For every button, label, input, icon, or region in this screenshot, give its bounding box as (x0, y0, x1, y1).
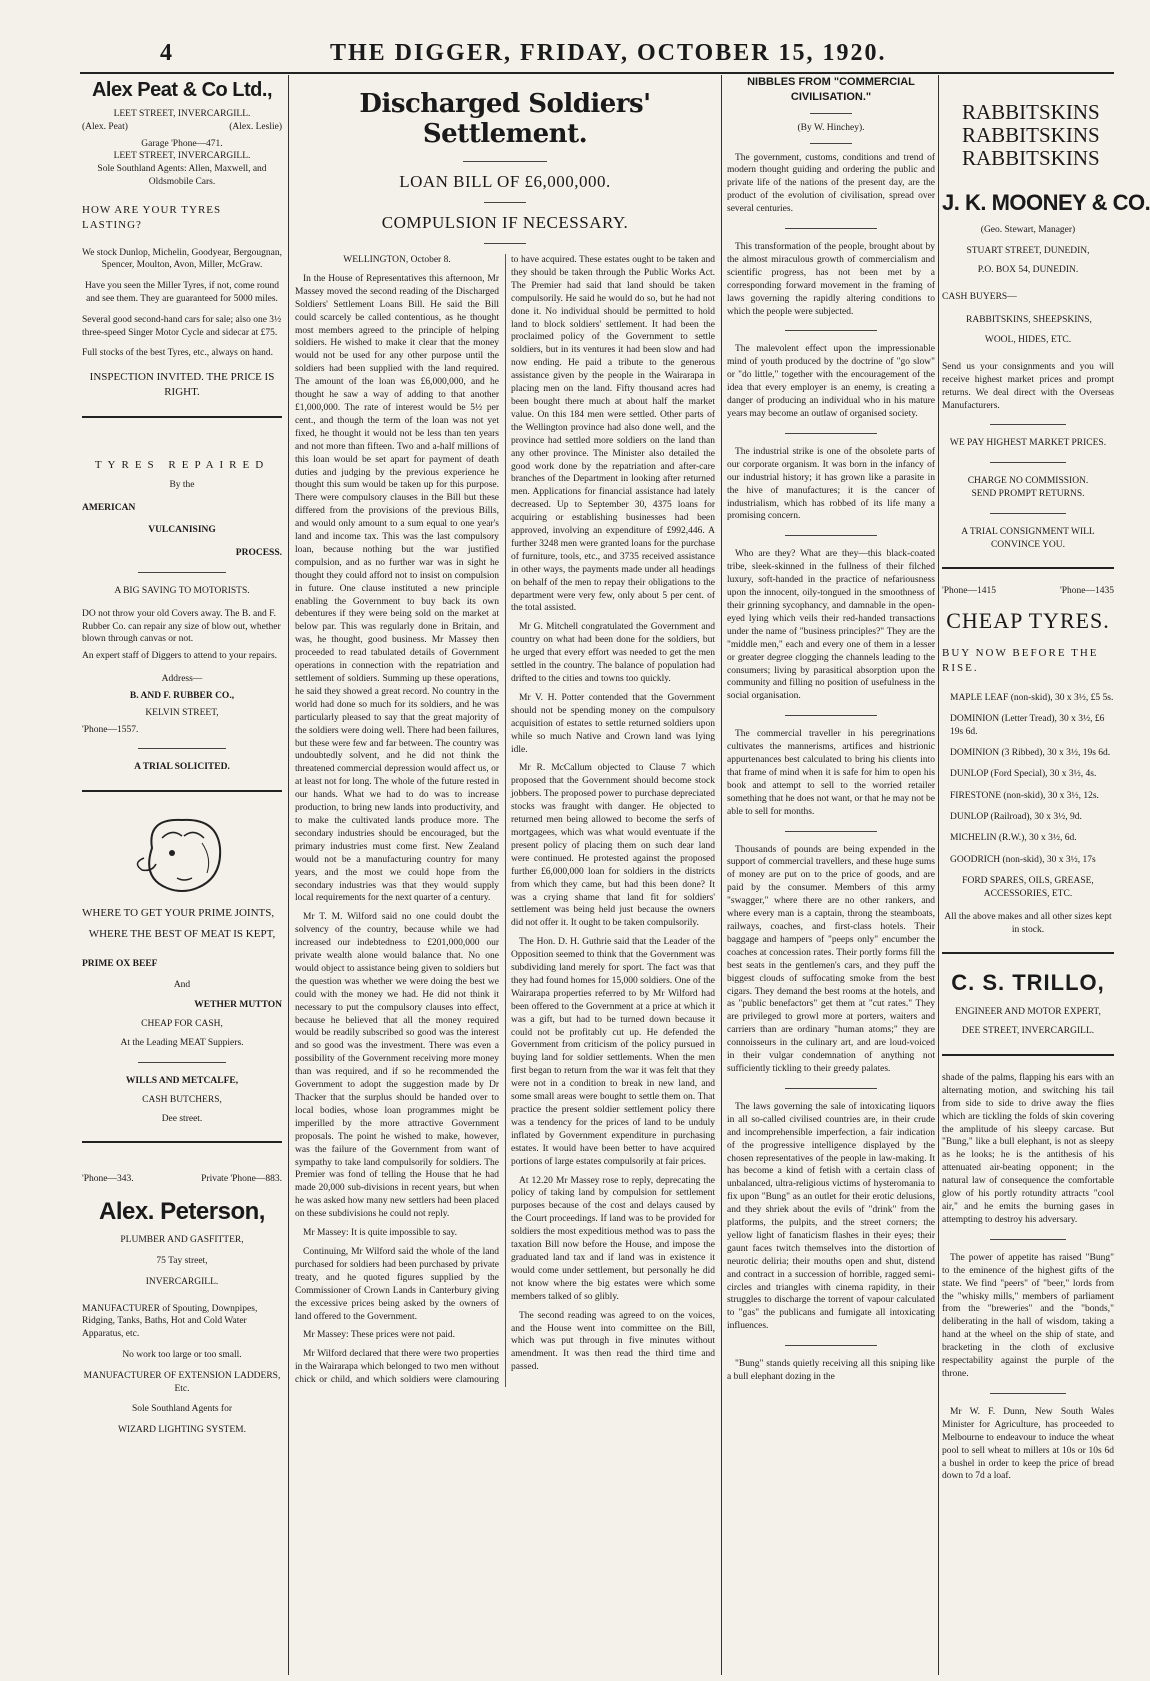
article-paragraph: Who are they? What are they—this black-coated tribe, sleek-skinned in the fullness of their filched luxury, soft-handed in the practice of nefariousness upon the innocent, oily-tongued in the smoothness of their grinning sycophancy, and damnable in the open-eyed lying which veils their red-handed transactions under the name of "business principles?" They are the "middle men," each and every one of them in a lesser or greater degree clogging the channels leading to the consumers; living by parasitical absorption upon the community and filling no position of usefulness in the social organisation. (727, 549, 935, 702)
divider (990, 1393, 1066, 1394)
ad-text: WIZARD LIGHTING SYSTEM. (118, 1425, 246, 1436)
article-paragraph: In the House of Representatives this afternoon, Mr Massey moved the second reading of the Discharged Soldiers' Settlement Loans Bill. He said the Bill could scarcely be called contentious, as he thought most members agreed to the principle of helping soldiers. He wished to make it clear that the money would not be used for any other purpose until the soldiers had been supplied with the land required. The amount of the loan was £6,000,000, and he thought he saw a way of adding to that another £1,000,000. The rate of interest would be 5½ per cent., and though the term of the loan was not yet fixed, he thought it would not be less than ten years and not more than fifteen. Two and a-half millions of this loan would be set apart for payment of death duties and judging by the previous experience he thought this sum would be taken up for this purpose. There were compulsory clauses in the Bill but these differed from the provisions of the previous Bills, and would only amount to a sum equal to one year's land and income tax. This was the last compulsory loan, because nothing but the war justified compulsion, and as no further war was in sight he thought they could afford not to insist on compulsion in future. One clause instituted a new principle enabling the Government to buy back its own debentures if they were being sold on the market at below par. This was regularly done in Britain, and was, he thought, good business. Mr Massey then proceeded to read tabulated details of Government operations in connection with the repatriation and settlement of soldiers. Summing up these operations, he said they showed a great record. No country in the world had done so much for its soldiers, and he was particularly pleased to say that the great majority of the soldiers were doing well. There had been failures, but these were few and far between. The country was undoubtedly solvent, and he did not think the threatened commercial depression would affect us, or at least not for long. The whole of the future rested in our hands. What we had to do was to increase production, to bring new lands into productivity, and to make the cultivated lands produce more. The secondary industries should be encouraged, but the primary industries must come first. New Zealand would not be a manufacturing country for many years, and the most we could hope from the secondary industries was that they would supply local requirements for the next quarter of a century. (295, 273, 499, 904)
ad-address: LEET STREET, INVERCARGILL. (113, 109, 251, 119)
ad-phones (82, 1173, 282, 1186)
ad-text: CASH BUTCHERS, (142, 1094, 222, 1105)
tyre-price-item: DUNLOP (Railroad), 30 x 3½, 9d. (950, 812, 1082, 823)
page-number: 4 (160, 40, 172, 66)
ad-text: WETHER MUTTON (194, 1000, 282, 1011)
ad-text: MANUFACTURER of Spouting, Downpipes, Ridging, Tanks, Baths, Hot and Cold Water Apparatus, etc. (82, 1303, 258, 1340)
ad-heading: A BIG SAVING TO MOTORISTS. (114, 586, 250, 597)
ad-text: Several good second-hand cars for sale; also one 3½ three-speed Singer Motor Cycle and sidecar at £75. (82, 314, 282, 338)
divider (990, 1239, 1066, 1240)
article-paragraph: Mr Massey: These prices were not paid. (303, 1330, 456, 1341)
divider (785, 715, 877, 716)
ad-text: At the Leading MEAT Suppiers. (120, 1038, 244, 1049)
masthead-rule (80, 72, 1114, 74)
ad-text: CHEAP FOR CASH, (141, 1019, 223, 1030)
ad-address: Dee street. (161, 1113, 203, 1124)
sheep-head-illustration (122, 808, 242, 898)
ad-rabbitskins (962, 101, 1114, 170)
ad-heading: BUY NOW BEFORE THE RISE. (942, 647, 1099, 675)
divider (82, 416, 282, 418)
ad-text: Have you seen the Miller Tyres, if not, come round and see them. They are guaranteed for 5000 miles. (84, 281, 280, 304)
article-headline: NIBBLES FROM "COMMERCIAL CIVILISATION." (747, 76, 915, 103)
divider (942, 1054, 1114, 1056)
ad-company: J. K. MOONEY & CO. (942, 190, 1150, 216)
ad-phone: 'Phone—1415 (942, 586, 996, 597)
ad-title: Alex. Peterson, (99, 1198, 265, 1226)
ad-text: We stock Dunlop, Michelin, Goodyear, Bergougnan, Spencer, Moulton, Avon, Miller, McGraw. (82, 247, 282, 271)
article-paragraph: Mr T. M. Wilford said no one could doubt the solvency of the country, because while we had increased our indebtedness to £201,000,000 our private wealth alone would balance that. No one would object to assistance being given to soldiers but the question was whether we were doing the best we could with the money we had. He did not think it necessary to put the compulsory clauses into effect, because he believed that all the money required would be readily subscribed so good was the interest and so good was the investment. There was even a possibility of the Government receiving more money than was required, and if so he recommended the Government to adopt the suggestion made by Dr Thacker that the surplus should be handed over to local bodies, whose loan programmes might be imperilled by the more attractive Government proposals. The point he wished to make, however, was the failure of the Government from want of sympathy to take land compulsorily for soldiers. The Premier was fond of telling the House that he had made 20,000 sub-divisions in recent years, but when he was asked how many new settlers had been placed on these subdivisions he could not reply. (295, 912, 499, 1220)
ad-address: INVERCARGILL. (145, 1276, 219, 1287)
ad-text: AMERICAN (82, 502, 136, 513)
divider (785, 1088, 877, 1089)
ad-text: All the above makes and all other sizes kept in stock. (944, 911, 1112, 935)
ad-text: FORD SPARES, OILS, GREASE, ACCESSORIES, ETC. (962, 876, 1094, 899)
ad-text: No work too large or too small. (122, 1350, 242, 1361)
divider (785, 1345, 877, 1346)
article-body (727, 152, 935, 1385)
column-divider (721, 75, 722, 1675)
ad-text: By the (169, 479, 195, 490)
article-nibbles (727, 75, 935, 1675)
ad-phone: 'Phone—1557. (82, 724, 139, 735)
article-paragraph: Mr R. McCallum objected to Clause 7 which proposed that the Government should become stock jobbers. The proposed power to purchase depreciated stocks was fraught with danger. He objected to returned men being allowed to become the serfs of mortgagees, which was what would eventuate if the present policy of placing them on such dear land were continued. He protested against the proposed further £6,000,000 loan for soldiers in the districts from which they came, but had this been done? It was a crying shame that land fit for soldiers' settlement was being held just because the owners did not offer it. It ought to be taken compulsorily. (511, 763, 715, 929)
divider (785, 228, 877, 229)
ad-title: RABBITSKINS (962, 100, 1100, 124)
divider (785, 433, 877, 434)
ad-heading: CASH BUYERS— (942, 291, 1017, 302)
article-paragraph: Mr W. F. Dunn, New South Wales Minister for Agriculture, has proceeded to Melbourne to endeavour to induce the wheat pool to sell wheat to millers at 10s or 10s 6d a bushel in order to keep the price of bread down to 7d a loaf. (942, 1406, 1114, 1482)
ad-address: STUART STREET, DUNEDIN, (966, 246, 1090, 257)
newspaper-title: THE DIGGER, FRIDAY, OCTOBER 15, 1920. (330, 40, 887, 66)
ad-tagline: A TRIAL CONSIGNMENT WILL CONVINCE YOU. (961, 526, 1095, 550)
divider (463, 161, 547, 162)
article-paragraph: The commercial traveller in his peregrinations cultivates the mannerisms, artifices and histrionic appurtenances best calculated to bring his clients into that frame of mind when it is safe for him to open his book and attempt to sell to the worried retailer something that he does not want, or that he may not be able to sell for months. (727, 729, 935, 817)
ad-heading: HOW ARE YOUR TYRES LASTING? (82, 203, 222, 231)
article-subhead: LOAN BILL OF £6,000,000. (399, 172, 611, 191)
ad-text: Sole Southland Agents for (131, 1404, 232, 1415)
article-paragraph: The second reading was agreed to on the voices, and the House went into committee on the Bill, which was put through in five minutes without amendment. It was then read the third time and passed. (511, 1310, 715, 1373)
divider (990, 462, 1066, 463)
article-paragraph: Mr Massey: It is quite impossible to say. (303, 1228, 458, 1239)
divider (942, 952, 1114, 954)
ad-meat (82, 906, 282, 1125)
ad-tyres-repaired (82, 458, 282, 774)
divider (990, 424, 1066, 425)
ad-text: PRIME OX BEEF (82, 958, 158, 969)
tyre-price-item: GOODRICH (non-skid), 30 x 3½, 17s (950, 854, 1096, 865)
ad-title: Alex Peat & Co Ltd., (91, 79, 273, 101)
ad-heading: WHERE TO GET YOUR PRIME JOINTS, (82, 907, 275, 920)
ad-address: P.O. BOX 54, DUNEDIN. (977, 264, 1079, 275)
ad-tagline: INSPECTION INVITED. THE PRICE IS RIGHT. (89, 371, 275, 399)
tyre-price-list (950, 692, 1114, 866)
ad-person: (Alex. Leslie) (229, 121, 282, 132)
ad-phone: 'Phone—1435 (1060, 586, 1114, 597)
ad-address: KELVIN STREET, (145, 707, 219, 718)
ad-text: Send us your consignments and you will receive highest market prices and prompt returns. We deal direct with the Overseas Manufacturers. (942, 362, 1114, 411)
ad-title: TYRES REPAIRED (94, 458, 270, 471)
divider (138, 572, 226, 573)
divider (484, 243, 526, 244)
article-headline: Discharged Soldiers' Settlement. (359, 89, 651, 149)
ad-text: VULCANISING (148, 525, 216, 536)
ad-phone: Garage 'Phone—471. (141, 138, 223, 149)
ad-title: RABBITSKINS (962, 123, 1100, 148)
article-continuation: shade of the palms, flapping his ears with an alternating motion, and switching his tail from side to side to drive away the flies which are tickling the folds of skin covering the amplitude of his sleepy carcase. But "Bung," like a bull elephant, is not as sleepy as he looks; he is the antithesis of his attenuated air-beating opponent; in the natural law of consequence the comfortable glow of his portly rotundity attracts "cool air," and he emits the burning gases in attempting to destroy his adversary. (942, 1072, 1114, 1225)
article-paragraph: This transformation of the people, brought about by the almost miraculous growth of commercialism and scientific progress, has not been met by a corresponding forward movement in the framing of laws governing the rapidly altering conditions to which the people were subjected. (727, 242, 935, 317)
divider (82, 790, 282, 792)
ad-company: C. S. TRILLO, (951, 970, 1105, 996)
article-paragraph: Mr V. H. Potter contended that the Government should not be spending money on the compulsory acquisition of estates to settle returned soldiers upon while so much Native and Crown land was lying idle. (511, 692, 715, 755)
ad-text: Full stocks of the best Tyres, etc., always on hand. (82, 348, 273, 359)
article-paragraph: The government, customs, conditions and trend of modern thought guiding and ordering the public and private life of the nations of the present day, are the product of the evolution of civilisation, spread over several centuries. (727, 152, 935, 215)
tyre-price-item: DOMINION (3 Ribbed), 30 x 3½, 19s 6d. (950, 748, 1111, 758)
article-paragraph: The Hon. D. H. Guthrie said that the Leader of the Opposition seemed to think that the Government was subdividing land merely for sport. The fact was that they had found homes for 15,000 soldiers. One of the Wairarapa properties referred to by Mr Wilford had been offered to the Government at a price at which it was a gift, but had to be turned down because it could not be profitably cut up. He defended the Government from criticism of the policy pursued in buying land for soldier settlements. When the men first began to return from the war it was felt that they were not in a condition to break in new land, and some small areas were bought to settle them on. That practice the present soldier settlement policy there was a tendency for the prices of land to be unduly inflated by Government expenditure in purchasing estates. It would have been better to have acquired portions of large estates compulsorily at fair prices. (511, 937, 715, 1167)
divider (810, 113, 852, 114)
ad-tagline: A TRIAL SOLICITED. (134, 762, 230, 773)
divider (138, 1062, 226, 1063)
ad-company: B. AND F. RUBBER CO., (129, 690, 235, 701)
article-paragraph: "Bung" stands quietly receiving all this sniping like a bull elephant dozing in the (727, 1359, 935, 1383)
ad-text: And (173, 979, 191, 990)
article-paragraph: The laws governing the sale of intoxicating liquors in all so-called civilised countries are, in their crude and incomprehensible imperfection, a fair indication of the progressive intelligence displayed by the chosen representatives of the people in law-making. It has become a kind of fetish with a certain class of unbalanced, ultra-religious victims of hysteromania to fix upon "Bung" as an outlet for their erotic delusions, and they shriek about the evils of "drink" from the platforms, the pulpits, and the street corners; the yellow light of fanaticism flashes in their eyes; their gaunt faces twitch themselves into the distortion of neurotic deliria; their mouths open and shut, distend and contract in a succession of horrible, ragged semi-circles and triangles with cinema rapidity, in their struggles to discharge the torrent of vapour calculated to "gas" the publicans and fumigate all intoxicating influences. (727, 1101, 935, 1332)
ad-address: LEET STREET, INVERCARGILL. (113, 151, 251, 162)
ad-text: MANUFACTURER OF EXTENSION LADDERS, Etc. (83, 1370, 281, 1394)
article-paragraph: WELLINGTON, October 8. (343, 255, 451, 265)
article-byline: (By W. Hinchey). (797, 122, 865, 133)
divider (785, 535, 877, 536)
ad-text: ENGINEER AND MOTOR EXPERT, (955, 1007, 1101, 1018)
ad-text: PROCESS. (235, 548, 282, 559)
article-paragraph: The industrial strike is one of the obsolete parts of our corporate organism. It was born in the infancy of our industrial history; it has grown like a parasite in the hive of manufactures; it is the cancer of industrialism, which has robbed of its life many a promising concern. (727, 446, 935, 522)
article-paragraph: The malevolent effect upon the impressionable mind of youth produced by the doctrine of "go slow" or "do little," together with the encouragement of the idea that every employer is an enemy, is creating a danger of producing an individual who in his mature years may become an outlaw of organised society. (727, 344, 935, 419)
ad-text: An expert staff of Diggers to attend to your repairs. (82, 651, 278, 662)
ad-address: 75 Tay street, (156, 1255, 208, 1266)
ad-text: DO not throw your old Covers away. The B. and F. Rubber Co. can repair any size of blow out, whether blown through canvas or not. (82, 608, 281, 645)
ad-text: CHARGE NO COMMISSION. (967, 476, 1089, 487)
ad-company: WILLS AND METCALFE, (125, 1075, 239, 1086)
column-divider (288, 75, 289, 1675)
article-paragraph: Continuing, Mr Wilford said the whole of the land purchased for soldiers had been purchased by private treaty, and he quoted figures supplied by the Commissioner of Crown Lands in Canterbury giving the excessive prices being asked by the owners of land offered to the Government. (295, 1246, 499, 1322)
article-subhead: COMPULSION IF NECESSARY. (381, 213, 629, 232)
article-paragraph: The power of appetite has raised "Bung" to the eminence of the highest gifts of the state. We find "peers" of "beer," lords from the "whisky mills," members of parliament from the "breweries" and the "bonds," deliberating in the hall of wisdom, taking a hand at the wheel on the ship of state, and bracketing in the cloth of exclusive respectability against the purple of the throne. (942, 1252, 1114, 1379)
divider (810, 143, 852, 144)
ad-heading: WHERE THE BEST OF MEAT IS KEPT, (88, 928, 276, 940)
tyre-price-item: DOMINION (Letter Tread), 30 x 3½, £6 19s 6d. (950, 714, 1105, 737)
divider (785, 831, 877, 832)
divider (484, 202, 526, 203)
ad-phone: Private 'Phone—883. (201, 1174, 282, 1185)
divider (138, 748, 226, 749)
ad-title: CHEAP TYRES. (946, 608, 1110, 634)
divider (785, 330, 877, 331)
ad-agents: Sole Southland Agents: Allen, Maxwell, and Oldsmobile Cars. (97, 164, 267, 188)
divider (82, 1141, 282, 1143)
ad-text: RABBITSKINS, SHEEPSKINS, (966, 314, 1092, 325)
ad-alex-peat (82, 79, 282, 400)
article-paragraph: At 12.20 Mr Massey rose to reply, deprecating the policy of taking land by compulsion for settlement purposes because of the cost and delays caused by the Court proceedings. If land was to be provided for soldiers the most expeditious method was to pass the taxation Bill now before the House, and impose the graduated land tax and if land was in existence it would come under settlement, but personally he did not know where the big estates were which some members talked of so glibly. (511, 1175, 715, 1302)
ad-peterson (82, 1173, 282, 1437)
masthead (0, 40, 1114, 70)
ad-text: PLUMBER AND GASFITTER, (120, 1235, 244, 1246)
column-ads-right (942, 75, 1150, 1675)
tyre-price-item: FIRESTONE (non-skid), 30 x 3½, 12s. (950, 790, 1099, 801)
ad-text: WOOL, HIDES, ETC. (984, 335, 1072, 346)
ad-text: (Geo. Stewart, Manager) (980, 225, 1076, 236)
ad-phones (942, 585, 1114, 598)
ad-text: Address— (161, 674, 203, 685)
article-paragraph: Mr Wilford declared that there were two properties in the Wairarapa which belonged to two men without chick or child, and which soldiers were clamouring to have acquired. These estates ought to be taken and they should be taken through the Public Works Act. The Premier had said that land should be taken compulsorily. He said he would do so, but he had not done it. No individual should be permitted to hold land to block soldiers' settlement. It had been the proclaimed policy of the Government to settle soldiers, but in its ventures it had been slow and had now ending. He paid a tribute to the generous assistance given by the people in the Wairarapa in placing men on the land. Fifty thousand acres had been bought there much at about half the market value. On this 184 men were settled. Other parts of the Wellington province had also done well, and the province had settled more soldiers on the land than any other province. The Minister also detailed the good work done by the repatriation and after-care branches of the Department in looking after returned men. Applications for financial assistance had lately decreased. Up to September 30, 4375 loans for acquiring or establishing businesses had been approved, involving an expenditure of £992,446. A further 3248 men were granted loans for the purchase of furniture, tools, etc., and 3735 received assistance in other ways, the payments made under all headings on behalf of the men to repay their obligations to the department were very few, only about 5 per cent. of the total assisted. (295, 255, 715, 1386)
ad-person: (Alex. Peat) (82, 121, 128, 132)
column-ads-left (82, 75, 282, 1675)
ad-text: SEND PROMPT RETURNS. (971, 489, 1085, 500)
ad-people (82, 121, 282, 134)
divider (990, 513, 1066, 514)
article-soldiers-settlement (295, 75, 715, 1675)
ad-title: RABBITSKINS (962, 146, 1100, 171)
article-body (295, 254, 715, 1387)
ad-tagline: WE PAY HIGHEST MARKET PRICES. (949, 438, 1107, 449)
tyre-price-item: MAPLE LEAF (non-skid), 30 x 3½, £5 5s. (950, 692, 1114, 703)
divider (942, 567, 1114, 569)
article-paragraph: Mr G. Mitchell congratulated the Government and country on what had been done for the soldiers, but he urged that every effort was needed to get the men settled in the country. The balance of population had drifted to the cities and towns too quickly. (511, 622, 715, 684)
tyre-price-item: DUNLOP (Ford Special), 30 x 3½, 4s. (950, 769, 1097, 780)
ad-phone: 'Phone—343. (82, 1174, 134, 1185)
column-divider (938, 75, 939, 1675)
tyre-price-item: MICHELIN (R.W.), 30 x 3½, 6d. (950, 833, 1077, 844)
ad-address: DEE STREET, INVERCARGILL. (961, 1026, 1095, 1037)
article-paragraph: Thousands of pounds are being expended in the support of commercial travellers, and these huge sums of money are put on to the price of goods, and are paid by the consumer. Members of this army "swagger," where there are no other rankers, and where every man is a captain, throng the steamboats, railways, coaches, and first-class hotels. Their baggage and hampers of "peeps only" encumber the coaches at concession rates. Their portly forms fill the best seats in the gentlemen's cars, and they puff the biggest clouds of suffocating smoke from the best cigars. They demand the best rooms at the hotels, and as "public benefactors" get them at "cut rates." They are privileged to growl more at porters, waiters and carriers than are ordinary "human atoms;" they are connoisseurs in the culinary art, and are loud-voiced in their vulgar condemnation of anything not sufficiently tickling to their greedy palates. (727, 844, 935, 1074)
